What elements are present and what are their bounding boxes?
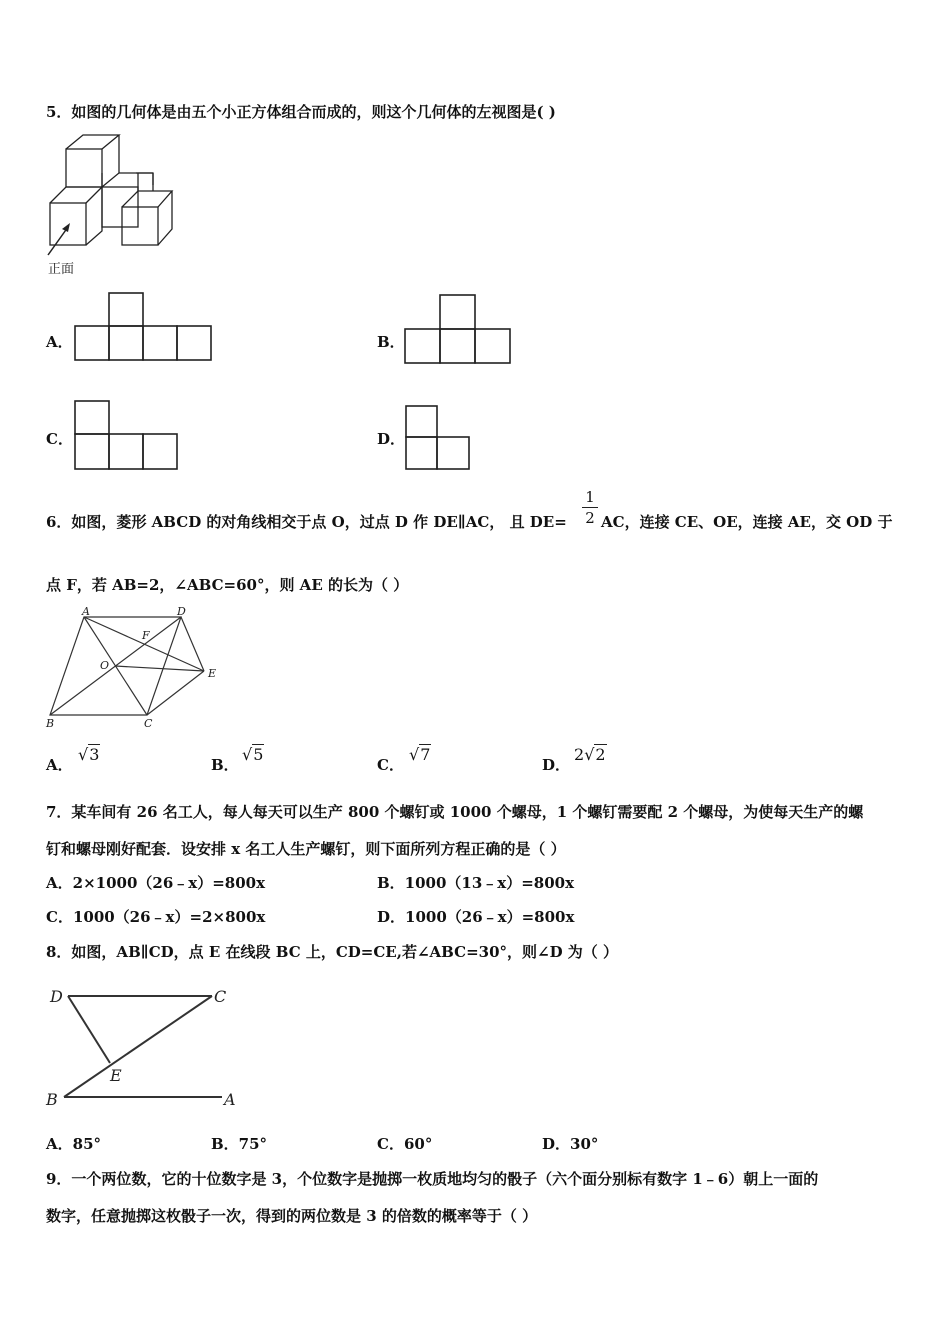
q6-label-b: B — [46, 717, 55, 730]
question-8-text: 8．如图，AB∥CD，点 E 在线段 BC 上，CD=CE,若∠ABC=30°，则∠D 为（ ） — [46, 943, 619, 961]
q6-fraction-bar — [582, 507, 598, 508]
q6-fraction-half — [582, 488, 598, 527]
q6-option-d-label: D． — [542, 756, 571, 774]
q5-option-b-label: B． — [377, 333, 405, 351]
q8-label-c: C — [214, 987, 227, 1006]
q5-solid-figure — [46, 133, 178, 281]
question-6-line1-a: 6．如图，菱形 ABCD 的对角线相交于点 O，过点 D 作 DE∥AC， 且 DE= — [46, 513, 567, 531]
q5-option-d-label: D． — [377, 430, 406, 448]
q8-label-d: D — [50, 987, 63, 1006]
q6-option-b-value: √5 — [242, 745, 264, 764]
question-5-text: 5．如图的几何体是由五个小正方体组合而成的，则这个几何体的左视图是( ) — [46, 103, 556, 121]
q8-option-a: A．85° — [46, 1135, 102, 1153]
q6-label-o: O — [100, 659, 110, 672]
q6-option-d-value: 2√2 — [574, 745, 606, 764]
q6-fraction-numerator: 1 — [585, 488, 595, 506]
q6-option-a-value: √3 — [78, 745, 100, 764]
q6-label-e: E — [208, 667, 217, 680]
q6-option-c-value: √7 — [409, 745, 431, 764]
q5-option-b-figure — [404, 294, 514, 366]
q5-front-label: 正面 — [48, 262, 75, 277]
q8-parallel-lines-figure — [44, 983, 244, 1113]
question-7-line1: 7．某车间有 26 名工人，每人每天可以生产 800 个螺钉或 1000 个螺母，1 个螺钉需要配 2 个螺母，为使每天生产的螺 — [46, 803, 864, 821]
question-6-line2: 点 F，若 AB=2，∠ABC=60°，则 AE 的长为（ ） — [46, 576, 409, 594]
q8-label-b: B — [46, 1090, 58, 1109]
question-6-line1-b: AC，连接 CE、OE，连接 AE，交 OD 于 — [601, 513, 893, 531]
q8-option-b: B．75° — [211, 1135, 268, 1153]
q5-option-a-figure — [74, 292, 216, 362]
question-7-line2: 钉和螺母刚好配套．设安排 x 名工人生产螺钉，则下面所列方程正确的是（ ） — [46, 840, 566, 858]
q7-option-d: D．1000（26﹣x）=800x — [377, 908, 575, 926]
q5-option-d-figure — [405, 405, 473, 473]
q5-option-c-figure — [74, 400, 182, 472]
q6-label-c: C — [144, 717, 153, 730]
q8-option-c: C．60° — [377, 1135, 433, 1153]
q6-label-f: F — [142, 629, 150, 642]
question-9-line2: 数字，任意抛掷这枚骰子一次，得到的两位数是 3 的倍数的概率等于（ ） — [46, 1207, 538, 1225]
q7-option-c: C．1000（26﹣x）=2×800x — [46, 908, 266, 926]
q6-option-a-label: A． — [46, 756, 73, 774]
q6-option-c-label: C． — [377, 756, 404, 774]
q8-label-a: A — [224, 1090, 236, 1109]
q7-option-b: B．1000（13﹣x）=800x — [377, 874, 575, 892]
q6-fraction-denominator: 2 — [585, 509, 595, 527]
q5-option-c-label: C． — [46, 430, 73, 448]
q8-option-d: D．30° — [542, 1135, 599, 1153]
q6-label-a: A — [82, 605, 90, 618]
q6-rhombus-figure — [44, 605, 224, 730]
q5-option-a-label: A． — [46, 333, 73, 351]
q7-option-a: A．2×1000（26﹣x）=800x — [46, 874, 266, 892]
q6-option-b-label: B． — [211, 756, 239, 774]
q6-label-d: D — [177, 605, 186, 618]
question-9-line1: 9．一个两位数，它的十位数字是 3，个位数字是抛掷一枚质地均匀的骰子（六个面分别标有数字 1﹣6）朝上一面的 — [46, 1170, 819, 1188]
q8-label-e: E — [110, 1066, 122, 1085]
